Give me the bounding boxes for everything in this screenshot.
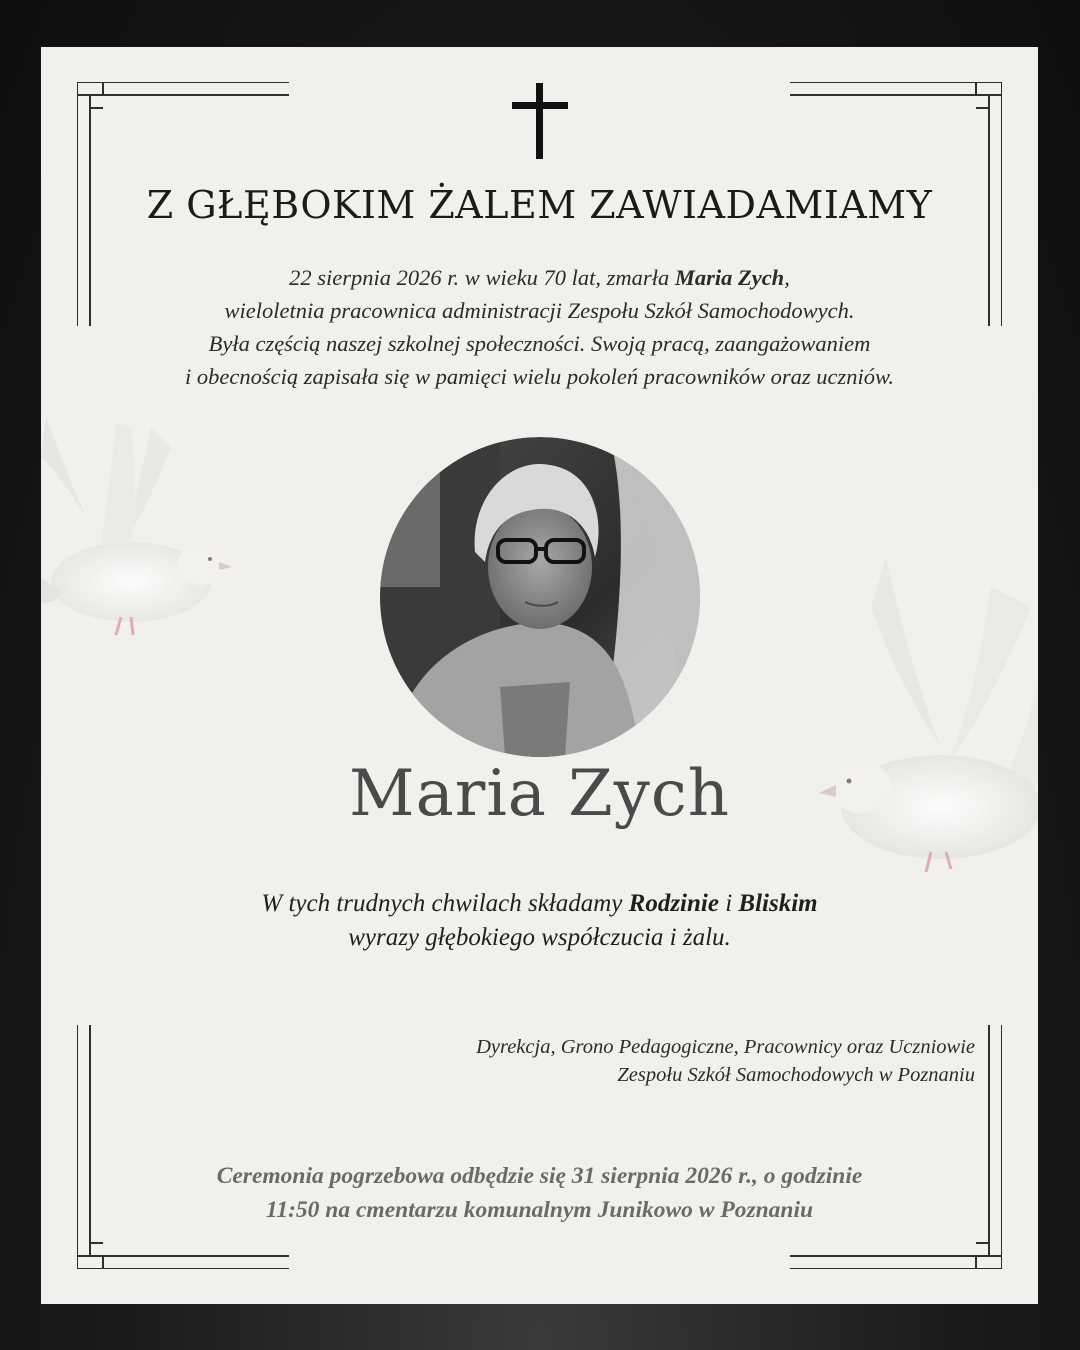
condolence-line-2: wyrazy głębokiego współczucia i żalu. xyxy=(348,924,731,951)
intro-line-3: Była częścią naszej szkolnej społeczności. Swoją pracą, zaangażowaniem xyxy=(208,331,871,356)
intro-text xyxy=(61,261,1018,393)
condolence-close: Bliskim xyxy=(738,890,818,917)
cross-icon xyxy=(512,83,568,159)
portrait-photo xyxy=(380,437,700,757)
ceremony-line-1: Ceremonia pogrzebowa odbędzie się 31 sierpnia 2026 r., o godzinie xyxy=(216,1163,863,1189)
intro-line-1: 22 sierpnia 2026 r. w wieku 70 lat, zmarła Maria Zych, xyxy=(289,265,790,290)
signature-line-1: Dyrekcja, Grono Pedagogiczne, Pracownicy oraz Uczniowie xyxy=(476,1036,975,1058)
intro-line-2: wieloletnia pracownica administracji Zespołu Szkół Samochodowych. xyxy=(224,298,855,323)
ceremony-line-2: 11:50 na cmentarzu komunalnym Junikowo w Poznaniu xyxy=(265,1197,814,1223)
condolence-text xyxy=(41,887,1038,955)
dove-right-image xyxy=(791,547,1038,887)
condolence-line-1: W tych trudnych chwilach składamy Rodzinie i Bliskim xyxy=(261,890,818,917)
signature xyxy=(476,1033,975,1089)
frame-corner-bottom-left xyxy=(77,1025,289,1269)
heading: Z GŁĘBOKIM ŻALEM ZAWIADAMIAMY xyxy=(146,183,933,227)
obituary-card xyxy=(41,47,1038,1304)
dove-left-image xyxy=(41,417,231,637)
deceased-name: Maria Zych xyxy=(349,757,730,831)
signature-line-2: Zespołu Szkół Samochodowych w Poznaniu xyxy=(617,1064,975,1086)
condolence-family: Rodzinie xyxy=(628,890,719,917)
intro-deceased-name: Maria Zych xyxy=(674,265,785,290)
intro-line-4: i obecnością zapisała się w pamięci wielu pokoleń pracowników oraz uczniów. xyxy=(185,364,894,389)
ceremony-info xyxy=(41,1159,1038,1227)
